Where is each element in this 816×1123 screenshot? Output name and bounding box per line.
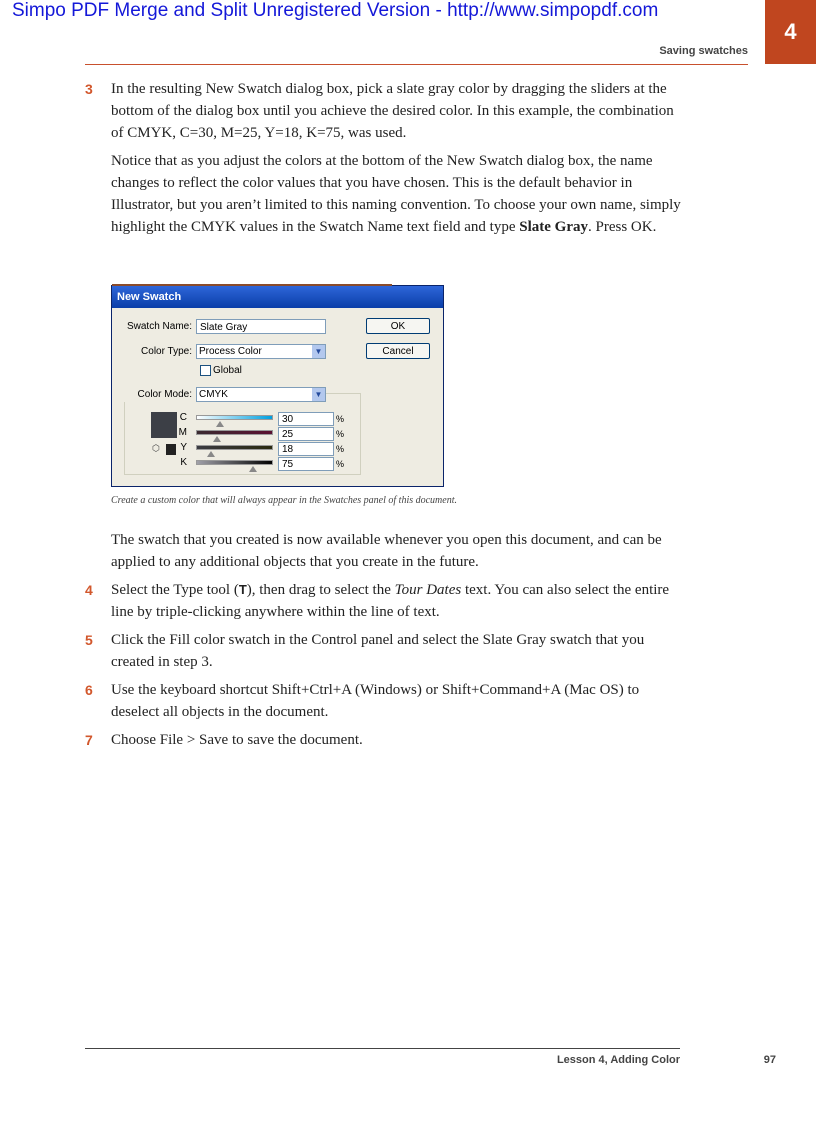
slider-c[interactable]: [196, 415, 273, 420]
slider-y[interactable]: [196, 445, 273, 450]
tour-dates-term: Tour Dates: [394, 582, 462, 598]
notice-paragraph: [111, 150, 681, 238]
cancel-button[interactable]: Cancel: [366, 343, 430, 359]
step-3: [85, 78, 681, 144]
swatch-name-label: Swatch Name:: [126, 321, 192, 332]
step-text: Choose File > Save to save the document.: [111, 732, 363, 748]
color-preview-swatch: [151, 412, 177, 438]
step-4: [85, 579, 681, 623]
step-5: [85, 629, 681, 673]
notice-text: Notice that as you adjust the colors at the bottom of the New Swatch dialog box, the name changes to reflect the color values that you have chosen. This is the default behavior in Illustrator, but you aren’t limited to this naming convention. To choose your own name, simply highlight the CMYK values in the Swatch Name text field and type: [111, 153, 681, 235]
step-text: Use the keyboard shortcut Shift+Ctrl+A (Windows) or Shift+Command+A (Mac OS) to deselect all objects in the document.: [111, 682, 640, 720]
channel-label-c: C: [179, 412, 187, 423]
step-number: 4: [85, 582, 93, 598]
value-k[interactable]: 75: [278, 457, 334, 471]
type-tool-key: T: [238, 582, 247, 597]
slider-k[interactable]: [196, 460, 273, 465]
step-text: Select the Type tool (: [111, 582, 239, 598]
step-number: 6: [85, 682, 93, 698]
dialog-shadow-line: [112, 284, 392, 286]
dialog-title: New Swatch: [112, 286, 443, 308]
slider-c-knob[interactable]: [216, 421, 224, 427]
out-of-gamut-cube-icon: ⬡: [152, 443, 160, 453]
footer-rule: [85, 1048, 680, 1049]
slider-m-knob[interactable]: [213, 436, 221, 442]
channel-label-m: M: [178, 427, 187, 438]
color-mode-row: [112, 387, 326, 402]
step-text: In the resulting New Swatch dialog box, pick a slate gray color by dragging the sliders at the bottom of the dialog box until you achieve the desired color. In this example, the combination of CMYK, C=30, M=25, Y=18, K=75, was used.: [111, 81, 674, 141]
swatch-available-paragraph: The swatch that you created is now available whenever you open this document, and can be applied to any additional objects that you create in the future.: [111, 532, 662, 570]
color-type-select[interactable]: [196, 344, 326, 359]
color-mode-label: Color Mode:: [137, 389, 192, 400]
unit-m: %: [336, 429, 345, 439]
slider-y-knob[interactable]: [207, 451, 215, 457]
header-rule: [85, 64, 748, 65]
global-checkbox[interactable]: [200, 365, 211, 376]
notice-bold-term: Slate Gray: [519, 219, 589, 235]
color-type-value: Process Color: [199, 346, 262, 357]
slider-k-knob[interactable]: [249, 466, 257, 472]
step-text: Click the Fill color swatch in the Control panel and select the Slate Gray swatch that you created in step 3.: [111, 632, 645, 670]
step-text: text. You can also select the entire line by triple-clicking anywhere within the line of text.: [111, 582, 670, 620]
swatch-name-input[interactable]: Slate Gray: [196, 319, 326, 334]
value-c[interactable]: 30: [278, 412, 334, 426]
notice-text-end: . Press OK.: [588, 219, 657, 235]
color-type-label: Color Type:: [141, 346, 192, 357]
value-m[interactable]: 25: [278, 427, 334, 441]
chevron-down-icon: ▼: [312, 388, 325, 401]
unit-k: %: [336, 459, 345, 469]
color-type-row: [112, 344, 326, 359]
unit-y: %: [336, 444, 345, 454]
step-number: 7: [85, 732, 93, 748]
step-text: ), then drag to select the: [246, 582, 395, 598]
step-6: [85, 679, 681, 723]
page-body: [85, 78, 681, 244]
color-mode-value: CMYK: [199, 389, 228, 400]
watermark-banner: Simpo PDF Merge and Split Unregistered Version - http://www.simpopdf.com: [12, 0, 659, 21]
ok-button[interactable]: OK: [366, 318, 430, 334]
slider-m[interactable]: [196, 430, 273, 435]
section-title: Saving swatches: [659, 45, 748, 57]
footer-lesson-title: Lesson 4, Adding Color: [556, 1054, 680, 1066]
channel-label-y: Y: [180, 442, 187, 453]
page-number: 97: [763, 1054, 776, 1066]
channel-label-k: K: [180, 457, 187, 468]
step-number: 5: [85, 632, 93, 648]
global-row: [200, 365, 242, 376]
swatch-name-row: [112, 319, 326, 334]
step-7: [85, 729, 681, 751]
new-swatch-dialog: [111, 285, 444, 487]
unit-c: %: [336, 414, 345, 424]
chevron-down-icon: ▼: [312, 345, 325, 358]
chapter-tab: 4: [765, 0, 816, 64]
page-body-continued: [85, 529, 681, 757]
step-number: 3: [85, 81, 93, 97]
value-y[interactable]: 18: [278, 442, 334, 456]
global-label: Global: [213, 365, 242, 376]
color-mode-select[interactable]: [196, 387, 326, 402]
figure-caption: Create a custom color that will always appear in the Swatches panel of this document.: [111, 495, 457, 506]
